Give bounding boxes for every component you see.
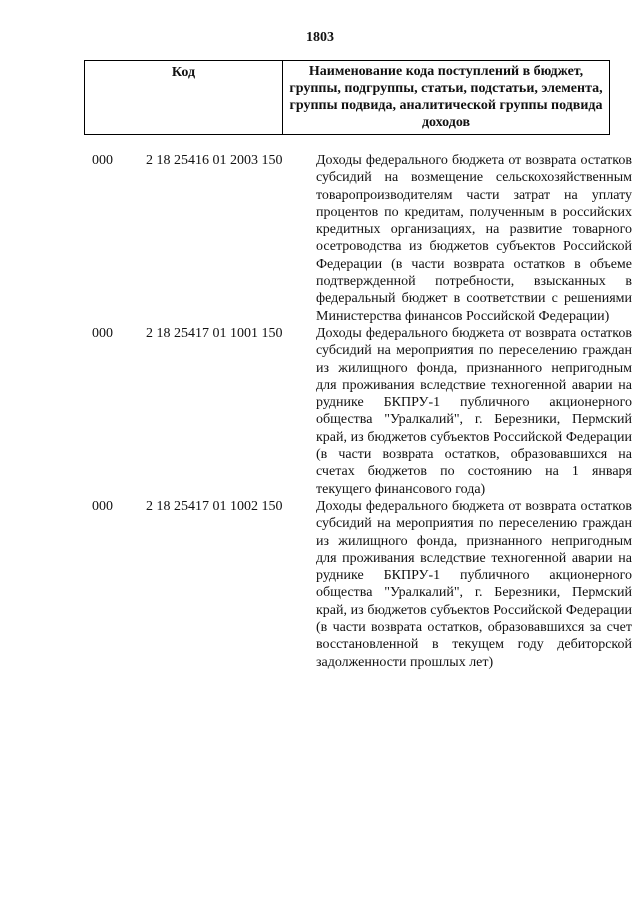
header-code-column: Код [85,61,283,135]
admin-code: 000 [92,325,113,341]
table-header [84,60,610,135]
budget-code: 2 18 25417 01 1001 150 [146,325,283,341]
table-row [84,152,632,325]
code-description: Доходы федерального бюджета от возврата остатков субсидий на мероприятия по переселению граждан из жилищного фонда, признанного непригодным для проживания вследствие техногенной аварии на руднике БКПРУ-1 публичного акционерного общества "Уралкалий", г. Березники, Пермский край, из бюджетов субъектов Российской Федерации (в части возврата остатков, образовавшихся на счетах бюджетов по состоянию на 1 января текущего финансового года) [316,325,632,497]
income-code-list [84,152,632,671]
admin-code: 000 [92,153,113,168]
table-row [84,498,632,671]
budget-code: 2 18 25417 01 1002 150 [146,498,283,514]
table-row [84,325,632,498]
code-description: Доходы федерального бюджета от возврата остатков субсидий на возмещение сельскохозяйственным товаропроизводителям части затрат на уплату процентов по кредитам, полученным в российских кредитных организациях, на развитие товарного осетроводства из бюджетов субъектов Российской Федерации (в части возврата остатков в объеме подтвержденной потребности, взысканных в федеральный бюджет в соответствии с решениями Министерства финансов Российской Федерации) [316,153,632,324]
code-description: Доходы федерального бюджета от возврата остатков субсидий на мероприятия по переселению граждан из жилищного фонда, признанного непригодным для проживания вследствие техногенной аварии на руднике БКПРУ-1 публичного акционерного общества "Уралкалий", г. Березники, Пермский край, из бюджетов субъектов Российской Федерации (в части возврата остатков, образовавшихся за счет восстановленной в текущем году дебиторской задолженности прошлых лет) [316,498,632,670]
admin-code: 000 [92,498,113,514]
page-number: 1803 [306,30,334,45]
header-name-column: Наименование кода поступлений в бюджет, группы, подгруппы, статьи, подстатьи, элемента, группы подвида, аналитической группы подвида доходов [283,61,610,135]
budget-code: 2 18 25416 01 2003 150 [146,153,283,168]
